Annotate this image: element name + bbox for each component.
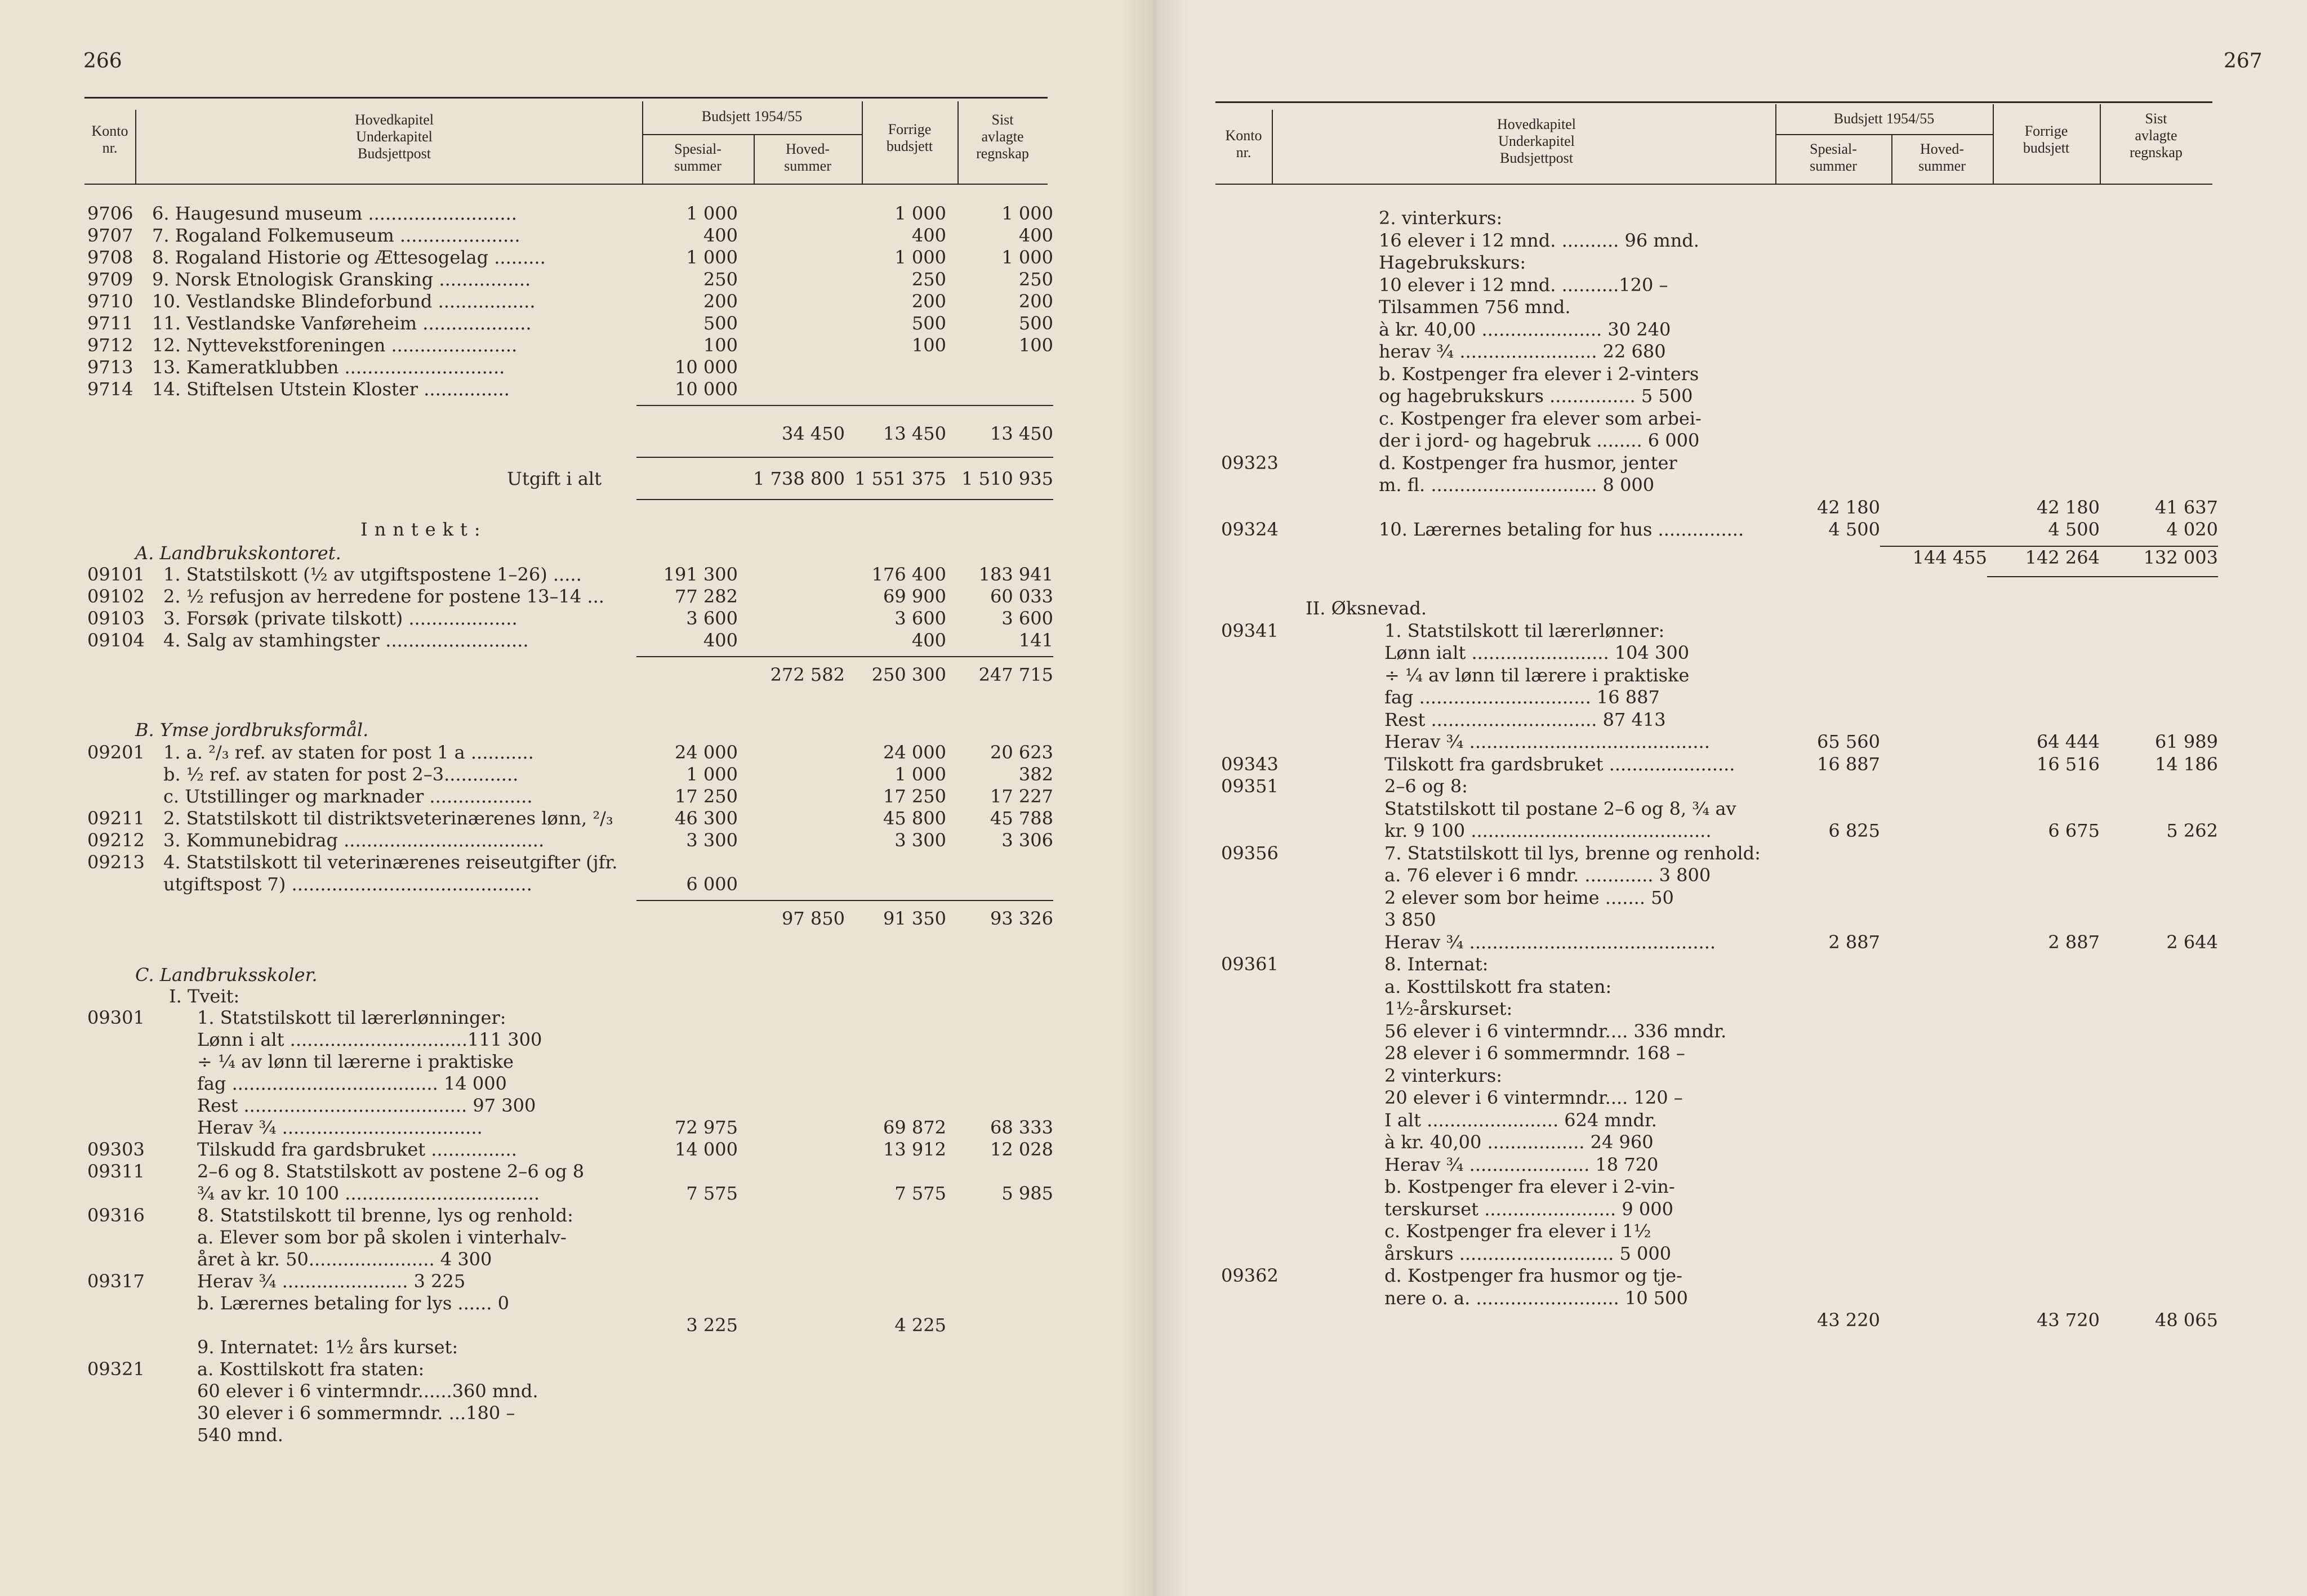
spesial-amount: 72 975 xyxy=(675,1117,738,1138)
spesial-amount: 3 600 xyxy=(686,608,738,629)
forrige-amount: 100 xyxy=(911,335,946,356)
col-hoved-header: Hoved- summer xyxy=(1918,141,1966,174)
budget-line-text: 4. Statstilskott til veterinærenes reiseutgifter (jfr. xyxy=(163,852,618,873)
forrige-amount: 1 000 xyxy=(894,247,946,268)
budget-line-text: 2. Statstilskott til distriktsveterinærenes lønn, ²/₃ xyxy=(163,808,613,829)
spesial-amount: 1 000 xyxy=(686,764,738,785)
hoved-sum: 272 582 xyxy=(770,664,845,685)
budget-line-text: og hagebrukskurs ............... 5 500 xyxy=(1379,385,1693,407)
forrige-amount: 42 180 xyxy=(2037,496,2100,518)
forrige-amount: 3 300 xyxy=(894,830,946,851)
budget-line-text: à kr. 40,00 ..................... 30 240 xyxy=(1379,318,1671,340)
budget-line-text: I alt ....................... 624 mndr. xyxy=(1384,1109,1657,1131)
konto-number: 9709 xyxy=(87,269,133,290)
budget-line-text: 10. Vestlandske Blindeforbund ................. xyxy=(152,291,536,312)
spesial-amount: 400 xyxy=(703,630,738,651)
col-budsjett-header: Budsjett 1954/55 xyxy=(1833,110,1935,127)
budget-line-text: der i jord- og hagebruk ........ 6 000 xyxy=(1379,430,1700,451)
forrige-amount: 17 250 xyxy=(883,786,946,807)
budget-line-text: 4. Salg av stamhingster ......................... xyxy=(163,630,529,651)
regnskap-amount: 141 xyxy=(1018,630,1053,651)
budget-line-text: 56 elever i 6 vintermndr.... 336 mndr. xyxy=(1384,1020,1727,1042)
konto-number: 09362 xyxy=(1221,1265,1279,1286)
col-budsjett-header: Budsjett 1954/55 xyxy=(701,108,803,124)
spesial-amount: 3 300 xyxy=(686,830,738,851)
regnskap-amount: 5 985 xyxy=(1001,1183,1053,1204)
budget-line-text: 2 vinterkurs: xyxy=(1384,1064,1503,1086)
header-mid-rule xyxy=(642,134,862,135)
col-sist-header: Sist avlagte regnskap xyxy=(2130,110,2183,161)
regnskap-amount: 60 033 xyxy=(990,586,1053,607)
spesial-amount: 16 887 xyxy=(1817,753,1880,775)
regnskap-sum: 13 450 xyxy=(990,423,1053,444)
forrige-sum: 250 300 xyxy=(871,664,946,685)
budget-line-text: ÷ ¼ av lønn til lærere i praktiske xyxy=(1384,664,1690,686)
budget-line-text: 11. Vestlandske Vanføreheim ................... xyxy=(152,313,532,334)
spesial-amount: 10 000 xyxy=(675,356,738,378)
budget-line-text: c. Kostpenger fra elever som arbei- xyxy=(1379,407,1702,429)
hoved-sum: 1 738 800 xyxy=(753,468,845,489)
budget-line-text: 1. Statstilskott (½ av utgiftspostene 1–26) ..... xyxy=(163,564,582,585)
budget-line-text: Lønn ialt ........................ 104 300 xyxy=(1384,642,1690,663)
budget-line-text: 28 elever i 6 sommermndr. 168 – xyxy=(1384,1042,1685,1064)
spesial-amount: 400 xyxy=(703,225,738,246)
spesial-amount: 1 000 xyxy=(686,247,738,268)
budget-line-text: 3 850 xyxy=(1384,909,1436,930)
col-forrige-header: Forrige budsjett xyxy=(2023,123,2070,156)
konto-number: 09211 xyxy=(87,808,145,829)
konto-number: 09321 xyxy=(87,1358,145,1380)
budget-line-text: à kr. 40,00 ................. 24 960 xyxy=(1384,1131,1654,1153)
header-bottom-rule xyxy=(84,184,1048,185)
header-divider xyxy=(135,110,136,184)
konto-number: 09341 xyxy=(1221,619,1279,641)
budget-line-text: 2. vinterkurs: xyxy=(1379,207,1503,229)
budget-line-text: Herav ¾ ..................... 18 720 xyxy=(1384,1153,1659,1175)
budget-line-text: årskurs ........................... 5 000 xyxy=(1384,1242,1672,1264)
inntekt-heading: Inntekt: xyxy=(360,519,487,540)
budget-line-text: 20 elever i 6 vintermndr.... 120 – xyxy=(1384,1087,1683,1108)
spesial-amount: 250 xyxy=(703,269,738,290)
sum-rule xyxy=(636,405,1053,406)
konto-number: 9707 xyxy=(87,225,133,246)
konto-number: 09201 xyxy=(87,742,145,763)
regnskap-amount: 17 227 xyxy=(990,786,1053,807)
budget-line-text: Rest ............................. 87 413 xyxy=(1384,708,1666,730)
budget-line-text: 1. Statstilskott til lærerlønninger: xyxy=(197,1007,506,1028)
konto-number: 9706 xyxy=(87,203,133,224)
regnskap-amount: 20 623 xyxy=(990,742,1053,763)
regnskap-amount: 45 788 xyxy=(990,808,1053,829)
konto-number: 9708 xyxy=(87,247,133,268)
sum-rule xyxy=(636,656,1053,657)
hoved-sum: 97 850 xyxy=(782,908,845,929)
spesial-amount: 14 000 xyxy=(675,1139,738,1160)
forrige-amount: 400 xyxy=(911,225,946,246)
forrige-amount: 16 516 xyxy=(2037,753,2100,775)
hoved-sum: 34 450 xyxy=(782,423,845,444)
forrige-amount: 1 000 xyxy=(894,764,946,785)
forrige-sum: 142 264 xyxy=(2025,546,2100,568)
budget-line-text: a. 76 elever i 6 mndr. ............ 3 800 xyxy=(1384,864,1711,886)
budget-line-text: fag .................................... 14 000 xyxy=(197,1073,507,1094)
budget-line-text: 1½-årskurset: xyxy=(1384,998,1513,1019)
budget-line-text: herav ¾ ........................ 22 680 xyxy=(1379,341,1666,362)
regnskap-amount: 14 186 xyxy=(2155,753,2218,775)
forrige-amount: 69 872 xyxy=(883,1117,946,1138)
utgift-label: Utgift i alt xyxy=(507,468,602,489)
konto-number: 09101 xyxy=(87,564,145,585)
konto-number: 09212 xyxy=(87,830,145,851)
budget-line-text: b. Lærernes betaling for lys ...... 0 xyxy=(197,1292,509,1314)
regnskap-amount: 200 xyxy=(1018,291,1053,312)
budget-line-text: a. Kosttilskott fra staten: xyxy=(1384,975,1612,997)
spesial-amount: 42 180 xyxy=(1817,496,1880,518)
budget-line-text: 3. Forsøk (private tilskott) ................... xyxy=(163,608,518,629)
budget-line-text: a. Elever som bor på skolen i vinterhalv- xyxy=(197,1227,567,1248)
budget-line-text: d. Kostpenger fra husmor, jenter xyxy=(1379,452,1677,474)
budget-line-text: 8. Internat: xyxy=(1384,953,1489,975)
budget-line-text: 7. Statstilskott til lys, brenne og renhold: xyxy=(1384,842,1761,864)
forrige-amount: 6 675 xyxy=(2048,820,2100,841)
header-bottom-rule xyxy=(1215,184,2212,185)
forrige-amount: 7 575 xyxy=(894,1183,946,1204)
forrige-amount: 3 600 xyxy=(894,608,946,629)
page-number: 266 xyxy=(83,50,122,73)
konto-number: 9712 xyxy=(87,335,133,356)
budget-line-text: året à kr. 50...................... 4 300 xyxy=(197,1249,492,1270)
konto-number: 09324 xyxy=(1221,519,1279,540)
konto-number: 09213 xyxy=(87,852,145,873)
budget-line-text: Herav ¾ ................................... xyxy=(197,1117,483,1138)
section-heading: C. Landbruksskoler. xyxy=(135,964,318,986)
regnskap-amount: 68 333 xyxy=(990,1117,1053,1138)
budget-line-text: a. Kosttilskott fra staten: xyxy=(197,1358,425,1380)
budget-line-text: 60 elever i 6 vintermndr......360 mnd. xyxy=(197,1380,538,1402)
budget-line-text: fag .............................. 16 887 xyxy=(1384,686,1660,708)
regnskap-amount: 1 000 xyxy=(1001,247,1053,268)
konto-number: 09361 xyxy=(1221,953,1279,975)
konto-number: 09323 xyxy=(1221,452,1279,474)
spesial-amount: 191 300 xyxy=(663,564,738,585)
budget-line-text: Lønn i alt ...............................111 300 xyxy=(197,1029,542,1050)
budget-line-text: 13. Kameratklubben ............................ xyxy=(152,356,505,378)
budget-line-text: 3. Kommunebidrag ................................... xyxy=(163,830,545,851)
spesial-amount: 500 xyxy=(703,313,738,334)
budget-line-text: 1. a. ²/₃ ref. av staten for post 1 a ........... xyxy=(163,742,534,763)
budget-line-text: 6. Haugesund museum .......................... xyxy=(152,203,517,224)
header-top-rule xyxy=(1215,101,2212,103)
budget-line-text: Statstilskott til postane 2–6 og 8, ¾ av xyxy=(1384,797,1736,819)
budget-line-text: Hagebrukskurs: xyxy=(1379,252,1526,273)
spesial-amount: 10 000 xyxy=(675,378,738,400)
spesial-amount: 2 887 xyxy=(1828,931,1880,953)
col-konto-header: Konto nr. xyxy=(91,123,128,156)
budget-line-text: 7. Rogaland Folkemuseum ..................... xyxy=(152,225,520,246)
konto-number: 9711 xyxy=(87,313,133,334)
budget-line-text: c. Kostpenger fra elever i 1½ xyxy=(1384,1220,1651,1242)
regnskap-amount: 48 065 xyxy=(2155,1309,2218,1331)
konto-number: 09343 xyxy=(1221,753,1279,775)
konto-number: 09102 xyxy=(87,586,145,607)
spesial-amount: 77 282 xyxy=(675,586,738,607)
regnskap-amount: 12 028 xyxy=(990,1139,1053,1160)
budget-line-text: b. Kostpenger fra elever i 2-vin- xyxy=(1384,1176,1675,1197)
konto-number: 09311 xyxy=(87,1161,145,1182)
regnskap-sum: 93 326 xyxy=(990,908,1053,929)
regnskap-amount: 250 xyxy=(1018,269,1053,290)
subsection-heading: II. Øksnevad. xyxy=(1306,597,1427,619)
budget-line-text: ÷ ¼ av lønn til lærerne i praktiske xyxy=(197,1051,514,1072)
budget-line-text: 8. Rogaland Historie og Ættesogelag ......... xyxy=(152,247,546,268)
regnskap-amount: 2 644 xyxy=(2166,931,2218,953)
forrige-amount: 13 912 xyxy=(883,1139,946,1160)
spesial-amount: 24 000 xyxy=(675,742,738,763)
budget-line-text: 16 elever i 12 mnd. .......... 96 mnd. xyxy=(1379,229,1699,251)
budget-line-text: Herav ¾ .......................................... xyxy=(1384,731,1710,752)
header-top-rule xyxy=(84,97,1048,99)
budget-line-text: Tilskudd fra gardsbruket ............... xyxy=(197,1139,517,1160)
budget-line-text: 9. Internatet: 1½ års kurset: xyxy=(197,1336,458,1358)
spesial-amount: 200 xyxy=(703,291,738,312)
budget-line-text: 1. Statstilskott til lærerlønner: xyxy=(1384,619,1665,641)
budget-line-text: 8. Statstilskott til brenne, lys og renhold: xyxy=(197,1205,573,1226)
konto-number: 09356 xyxy=(1221,842,1279,864)
budget-line-text: Herav ¾ ........................................... xyxy=(1384,931,1716,953)
regnskap-amount: 3 600 xyxy=(1001,608,1053,629)
forrige-amount: 250 xyxy=(911,269,946,290)
regnskap-amount: 3 306 xyxy=(1001,830,1053,851)
budget-line-text: 12. Nyttevekstforeningen ...................... xyxy=(152,335,518,356)
spesial-amount: 46 300 xyxy=(675,808,738,829)
konto-number: 09103 xyxy=(87,608,145,629)
spesial-amount: 3 225 xyxy=(686,1314,738,1336)
regnskap-amount: 500 xyxy=(1018,313,1053,334)
regnskap-amount: 5 262 xyxy=(2166,820,2218,841)
forrige-sum: 13 450 xyxy=(883,423,946,444)
sum-rule xyxy=(636,900,1053,901)
section-heading: A. Landbrukskontoret. xyxy=(135,542,341,564)
regnskap-amount: 183 941 xyxy=(978,564,1053,585)
budget-line-text: 14. Stiftelsen Utstein Kloster ............... xyxy=(152,378,510,400)
konto-number: 09303 xyxy=(87,1139,145,1160)
forrige-amount: 400 xyxy=(911,630,946,651)
spesial-amount: 17 250 xyxy=(675,786,738,807)
forrige-amount: 2 887 xyxy=(2048,931,2100,953)
sum-rule xyxy=(636,499,1053,500)
col-konto-header: Konto nr. xyxy=(1225,127,1262,161)
konto-number: 09316 xyxy=(87,1205,145,1226)
budget-line-text: terskurset ....................... 9 000 xyxy=(1384,1198,1673,1220)
regnskap-amount: 382 xyxy=(1018,764,1053,785)
budget-line-text: utgiftspost 7) .......................................... xyxy=(163,873,532,895)
budget-line-text: 10. Lærernes betaling for hus ............... xyxy=(1379,519,1744,540)
budget-line-text: 2. ½ refusjon av herredene for postene 13–14 ... xyxy=(163,586,604,607)
budget-line-text: 2–6 og 8. Statstilskott av postene 2–6 og 8 xyxy=(197,1161,585,1182)
budget-line-text: 30 elever i 6 sommermndr. ...180 – xyxy=(197,1402,515,1424)
konto-number: 09351 xyxy=(1221,775,1279,797)
konto-number: 9713 xyxy=(87,356,133,378)
right-page xyxy=(1154,0,2307,1596)
sum-rule xyxy=(636,457,1053,458)
section-heading: B. Ymse jordbruksformål. xyxy=(135,719,369,741)
forrige-amount: 500 xyxy=(911,313,946,334)
budget-line-text: b. ½ ref. av staten for post 2–3............. xyxy=(163,764,519,785)
col-forrige-header: Forrige budsjett xyxy=(886,121,933,154)
spesial-amount: 7 575 xyxy=(686,1183,738,1204)
budget-line-text: 10 elever i 12 mnd. ..........120 – xyxy=(1379,274,1668,296)
col-kapitel-header: Hovedkapitel Underkapitel Budsjettpost xyxy=(354,112,434,162)
header-mid-rule xyxy=(1775,134,1993,135)
sum-rule xyxy=(1987,576,2218,577)
page-number: 267 xyxy=(2224,50,2263,73)
budget-line-text: 9. Norsk Etnologisk Gransking ................ xyxy=(152,269,531,290)
hoved-sum: 144 455 xyxy=(1912,546,1987,568)
spesial-amount: 43 220 xyxy=(1817,1309,1880,1331)
konto-number: 9710 xyxy=(87,291,133,312)
spesial-amount: 1 000 xyxy=(686,203,738,224)
forrige-amount: 4 225 xyxy=(894,1314,946,1336)
spesial-amount: 65 560 xyxy=(1817,731,1880,752)
header-divider xyxy=(1272,110,1273,184)
regnskap-sum: 1 510 935 xyxy=(961,468,1053,489)
col-spesial-header: Spesial- summer xyxy=(1810,141,1857,174)
konto-number: 09301 xyxy=(87,1007,145,1028)
regnskap-sum: 132 003 xyxy=(2143,546,2218,568)
spesial-amount: 4 500 xyxy=(1828,519,1880,540)
budget-line-text: Tilsammen 756 mnd. xyxy=(1379,296,1571,318)
konto-number: 9714 xyxy=(87,378,133,400)
forrige-sum: 91 350 xyxy=(883,908,946,929)
budget-line-text: Rest ....................................... 97 300 xyxy=(197,1095,536,1116)
forrige-sum: 1 551 375 xyxy=(854,468,946,489)
forrige-amount: 69 900 xyxy=(883,586,946,607)
forrige-amount: 24 000 xyxy=(883,742,946,763)
regnskap-amount: 400 xyxy=(1018,225,1053,246)
forrige-amount: 176 400 xyxy=(871,564,946,585)
col-sist-header: Sist avlagte regnskap xyxy=(976,112,1029,162)
spesial-amount: 6 825 xyxy=(1828,820,1880,841)
konto-number: 09317 xyxy=(87,1270,145,1292)
forrige-amount: 1 000 xyxy=(894,203,946,224)
forrige-amount: 45 800 xyxy=(883,808,946,829)
regnskap-amount: 61 989 xyxy=(2155,731,2218,752)
forrige-amount: 64 444 xyxy=(2037,731,2100,752)
budget-line-text: ¾ av kr. 10 100 .................................. xyxy=(197,1183,540,1204)
budget-line-text: m. fl. ............................. 8 000 xyxy=(1379,474,1655,496)
spesial-amount: 100 xyxy=(703,335,738,356)
book-gutter xyxy=(1121,0,1188,1596)
forrige-amount: 4 500 xyxy=(2048,519,2100,540)
regnskap-amount: 100 xyxy=(1018,335,1053,356)
budget-line-text: Herav ¾ ...................... 3 225 xyxy=(197,1270,466,1292)
regnskap-amount: 1 000 xyxy=(1001,203,1053,224)
col-hoved-header: Hoved- summer xyxy=(784,141,831,174)
budget-line-text: nere o. a. ......................... 10 500 xyxy=(1384,1287,1688,1309)
budget-line-text: 540 mnd. xyxy=(197,1424,283,1446)
forrige-amount: 200 xyxy=(911,291,946,312)
spesial-amount: 6 000 xyxy=(686,873,738,895)
regnskap-amount: 4 020 xyxy=(2166,519,2218,540)
budget-line-text: Tilskott fra gardsbruket ...................... xyxy=(1384,753,1735,775)
konto-number: 09104 xyxy=(87,630,145,651)
regnskap-amount: 41 637 xyxy=(2155,496,2218,518)
budget-line-text: d. Kostpenger fra husmor og tje- xyxy=(1384,1265,1682,1286)
regnskap-sum: 247 715 xyxy=(978,664,1053,685)
budget-line-text: kr. 9 100 .......................................... xyxy=(1384,820,1712,841)
budget-line-text: 2 elever som bor heime ....... 50 xyxy=(1384,886,1674,908)
forrige-amount: 43 720 xyxy=(2037,1309,2100,1331)
col-kapitel-header: Hovedkapitel Underkapitel Budsjettpost xyxy=(1497,116,1576,166)
budget-line-text: 2–6 og 8: xyxy=(1384,775,1468,797)
subsection-heading: I. Tveit: xyxy=(169,986,240,1007)
budget-line-text: c. Utstillinger og marknader .................. xyxy=(163,786,533,807)
col-spesial-header: Spesial- summer xyxy=(674,141,722,174)
budget-line-text: b. Kostpenger fra elever i 2-vinters xyxy=(1379,363,1699,385)
